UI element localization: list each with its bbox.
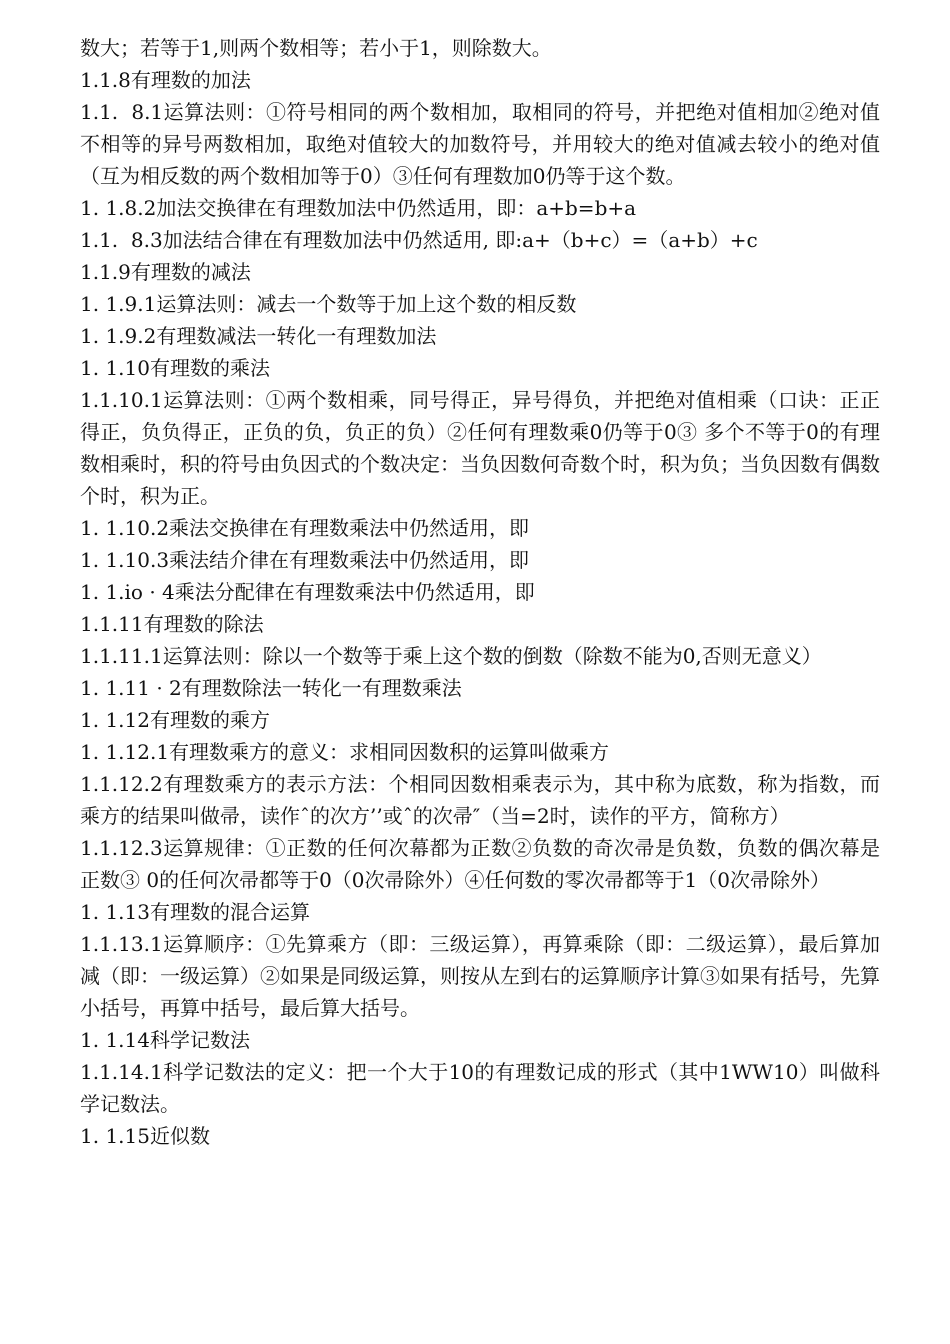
paragraph-1-1-10-4: 1. 1.io · 4乘法分配律在有理数乘法中仍然适用，即	[80, 580, 535, 604]
document-page	[80, 32, 880, 1152]
paragraph-1: 数大；若等于1,则两个数相等；若小于1，则除数大。	[80, 36, 552, 60]
paragraph-1-1-10-2: 1. 1.10.2乘法交换律在有理数乘法中仍然适用，即	[80, 516, 530, 540]
paragraph-1-1-12-1: 1. 1.12.1有理数乘方的意义：求相同因数积的运算叫做乘方	[80, 740, 610, 764]
paragraph-1-1-8-3: 1.1. 8.3加法结合律在有理数加法中仍然适用, 即:a+（b+c）=（a+b）+c	[80, 228, 758, 252]
heading-1-1-11: 1.1.11有理数的除法	[80, 612, 264, 636]
heading-1-1-9: 1.1.9有理数的减法	[80, 260, 251, 284]
paragraph-1-1-9-1: 1. 1.9.1运算法则：减去一个数等于加上这个数的相反数	[80, 292, 577, 316]
paragraph-1-1-8-2: 1. 1.8.2加法交换律在有理数加法中仍然适用，即：a+b=b+a	[80, 196, 637, 220]
paragraph-1-1-11-1: 1.1.11.1运算法则：除以一个数等于乘上这个数的倒数（除数不能为0,否则无意义）	[80, 644, 822, 668]
paragraph-1-1-9-2: 1. 1.9.2有理数减法一转化一有理数加法	[80, 324, 437, 348]
heading-1-1-15: 1. 1.15近似数	[80, 1124, 210, 1148]
paragraph-1-1-12-2: 1.1.12.2有理数乘方的表示方法：个相同因数相乘表示为，其中称为底数，称为指数，而乘方的结果叫做帚，读作ˆ的次方’’或ˆ的次帚″（当=2时，读作的平方，简称方）	[80, 772, 880, 828]
paragraph-1-1-10-1: 1.1.10.1运算法则：①两个数相乘，同号得正，异号得负，并把绝对值相乘（口诀：正正得正，负负得正，正负的负，负正的负）②任何有理数乘0仍等于0③ 多个不等于0的有理数相乘时，积的符号由负因式的个数决定：当负因数何奇数个时，积为负；当负因数有偶数个时，积为正。	[80, 388, 880, 508]
paragraph-1-1-13-1: 1.1.13.1运算顺序：①先算乘方（即：三级运算），再算乘除（即：二级运算），最后算加减（即：一级运算）②如果是同级运算，则按从左到右的运算顺序计算③如果有括号，先算小括号，再算中括号，最后算大括号。	[80, 932, 880, 1020]
paragraph-1-1-14-1: 1.1.14.1科学记数法的定义：把一个大于10的有理数记成的形式（其中1WW10）叫做科学记数法。	[80, 1060, 880, 1116]
paragraph-1-1-10-3: 1. 1.10.3乘法结介律在有理数乘法中仍然适用，即	[80, 548, 530, 572]
paragraph-1-1-8-1: 1.1. 8.1运算法则：①符号相同的两个数相加，取相同的符号，并把绝对值相加②绝对值不相等的异号两数相加，取绝对值较大的加数符号，并用较大的绝对值减去较小的绝对值（互为相反数的两个数相加等于0）③任何有理数加0仍等于这个数。	[80, 100, 880, 188]
heading-1-1-14: 1. 1.14科学记数法	[80, 1028, 250, 1052]
paragraph-1-1-11-2: 1. 1.11 · 2有理数除法一转化一有理数乘法	[80, 676, 462, 700]
heading-1-1-8: 1.1.8有理数的加法	[80, 68, 251, 92]
heading-1-1-13: 1. 1.13有理数的混合运算	[80, 900, 310, 924]
paragraph-1-1-12-3: 1.1.12.3运算规律：①正数的任何次幕都为正数②负数的奇次帚是负数，负数的偶次幕是正数③ 0的任何次帚都等于0（0次帚除外）④任何数的零次帚都等于1（0次帚除外）	[80, 836, 880, 892]
heading-1-1-12: 1. 1.12有理数的乘方	[80, 708, 270, 732]
heading-1-1-10: 1. 1.10有理数的乘法	[80, 356, 270, 380]
